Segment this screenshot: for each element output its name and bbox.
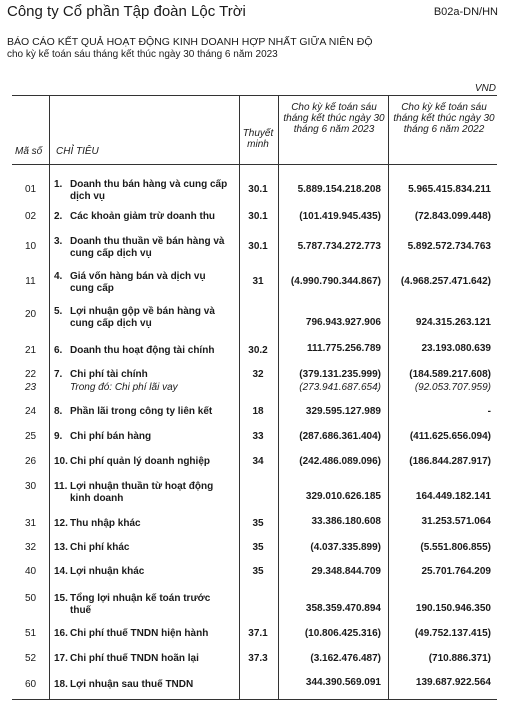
row-number: 16. (54, 628, 68, 639)
row-note: 18 (252, 406, 264, 417)
row-label: Doanh thu thuần về bán hàng và cung cấp dịch vụ (70, 236, 225, 259)
row-number: 13. (54, 542, 68, 553)
company-name: Công ty Cổ phần Tập đoàn Lộc Trời (7, 3, 246, 20)
row-value-2023: (10.806.425.316) (304, 628, 381, 639)
row-number: 8. (54, 406, 63, 417)
row-label: Chi phí tài chính (70, 369, 148, 380)
row-label: Lợi nhuận sau thuế TNDN (70, 679, 194, 690)
row-value-2023: (273.941.687.654) (299, 382, 381, 393)
row-label: Chi phí thuế TNDN hiện hành (70, 628, 209, 639)
row-number: 4. (54, 271, 63, 282)
row-item (54, 306, 234, 330)
row-code: 20 (24, 309, 37, 320)
row-value-2023: (4.990.790.344.867) (290, 276, 381, 287)
column-divider (49, 96, 50, 699)
row-value-2022: 25.701.764.209 (421, 566, 491, 577)
row-note: 35 (252, 542, 264, 553)
row-item (54, 211, 234, 223)
row-item (54, 179, 234, 203)
row-number: 5. (54, 306, 63, 317)
row-value-2023: (3.162.476.487) (310, 653, 381, 664)
row-value-2022: 190.150.946.350 (415, 603, 491, 614)
row-item (54, 431, 234, 443)
header-2023: Cho kỳ kế toán sáu tháng kết thúc ngày 30 tháng 6 năm 2023 (283, 102, 385, 135)
row-label: Chi phí khác (70, 542, 130, 553)
row-value-2023: 796.943.927.906 (305, 317, 381, 328)
row-number: 3. (54, 236, 63, 247)
row-number: 17. (54, 653, 68, 664)
row-number: 1. (54, 179, 63, 190)
row-item (54, 518, 234, 530)
row-label: Lợi nhuận gộp về bán hàng và cung cấp dịch vụ (70, 306, 215, 329)
row-note: 34 (252, 456, 264, 467)
row-value-2023: (242.486.089.096) (299, 456, 381, 467)
row-item (54, 369, 234, 381)
row-code: 21 (24, 345, 37, 356)
header-code: Mã số (15, 146, 43, 157)
row-number: 6. (54, 345, 63, 356)
row-label: Chi phí bán hàng (70, 431, 152, 442)
row-value-2022: 924.315.263.121 (415, 317, 491, 328)
row-item (54, 345, 234, 357)
row-value-2023: 5.889.154.218.208 (297, 184, 381, 195)
row-value-2022: (4.968.257.471.642) (400, 276, 491, 287)
row-code: 31 (24, 518, 37, 529)
row-value-2023: 344.390.569.091 (305, 677, 381, 688)
row-value-2023: 329.595.127.989 (305, 406, 381, 417)
row-note: 30.1 (248, 184, 268, 195)
row-code: 26 (24, 456, 37, 467)
row-value-2022: (72.843.099.448) (414, 211, 491, 222)
row-item (54, 566, 234, 578)
row-code: 32 (24, 542, 37, 553)
row-number: 12. (54, 518, 68, 529)
row-value-2023: 5.787.734.272.773 (297, 241, 381, 252)
report-subtitle: cho kỳ kế toán sáu tháng kết thúc ngày 30 tháng 6 năm 2023 (7, 49, 278, 60)
row-number: 18. (54, 679, 68, 690)
row-value-2023: 33.386.180.608 (311, 516, 381, 527)
row-item (54, 456, 234, 468)
row-value-2022: (5.551.806.855) (420, 542, 491, 553)
row-value-2022: (186.844.287.917) (409, 456, 491, 467)
row-value-2022: 23.193.080.639 (421, 343, 491, 354)
row-item (54, 236, 234, 260)
header-divider (12, 164, 497, 165)
row-code: 60 (24, 679, 37, 690)
row-label: Trong đó: Chi phí lãi vay (70, 382, 178, 393)
header-note: Thuyết minh (242, 128, 274, 150)
row-code: 01 (24, 184, 37, 195)
row-code: 40 (24, 566, 37, 577)
currency-label: VND (474, 83, 496, 94)
row-value-2023: (101.419.945.435) (299, 211, 381, 222)
row-item (54, 628, 234, 640)
row-label: Thu nhập khác (70, 518, 141, 529)
row-code: 50 (24, 593, 37, 604)
row-number: 15. (54, 593, 68, 604)
row-value-2023: (4.037.335.899) (310, 542, 381, 553)
row-number: 7. (54, 369, 63, 380)
row-label: Doanh thu hoạt động tài chính (70, 345, 215, 356)
row-note: 35 (252, 518, 264, 529)
row-value-2022: (184.589.217.608) (409, 369, 491, 380)
row-item (54, 481, 234, 505)
row-code: 51 (24, 628, 37, 639)
row-label: Phần lãi trong công ty liên kết (70, 406, 213, 417)
row-number: 14. (54, 566, 68, 577)
row-item (54, 593, 234, 617)
row-value-2023: 329.010.626.185 (305, 491, 381, 502)
row-item (54, 679, 234, 691)
header-item: CHỈ TIÊU (56, 146, 99, 157)
row-note: 33 (252, 431, 264, 442)
row-label: Doanh thu bán hàng và cung cấp dịch vụ (70, 179, 228, 202)
row-value-2022: 5.892.572.734.763 (407, 241, 491, 252)
row-number: 2. (54, 211, 63, 222)
income-statement-table (12, 95, 497, 700)
form-code: B02a-DN/HN (433, 6, 498, 18)
row-value-2022: 164.449.182.141 (415, 491, 491, 502)
row-value-2023: 358.359.470.894 (305, 603, 381, 614)
column-divider (278, 96, 279, 699)
row-value-2022: (49.752.137.415) (414, 628, 491, 639)
row-value-2022: 139.687.922.564 (415, 677, 491, 688)
row-value-2023: 29.348.844.709 (311, 566, 381, 577)
column-divider (388, 96, 389, 699)
row-item (54, 542, 234, 554)
row-label: Lợi nhuận thuần từ hoạt động kinh doanh (70, 481, 214, 504)
row-note: 30.2 (248, 345, 268, 356)
row-value-2022: 31.253.571.064 (421, 516, 491, 527)
row-item (54, 653, 234, 665)
row-value-2022: (710.886.371) (428, 653, 491, 664)
row-item (54, 406, 234, 418)
row-number: 11. (54, 481, 68, 492)
row-code: 25 (24, 431, 37, 442)
header-2022: Cho kỳ kế toán sáu tháng kết thúc ngày 30 tháng 6 năm 2022 (393, 102, 495, 135)
row-code: 10 (24, 241, 37, 252)
row-code: 30 (24, 481, 37, 492)
row-number: 9. (54, 431, 63, 442)
row-note: 37.3 (248, 653, 268, 664)
row-note: 37.1 (248, 628, 268, 639)
row-code: 22 (24, 369, 37, 380)
row-value-2023: (379.131.235.999) (299, 369, 381, 380)
row-value-2022: (411.625.656.094) (409, 431, 491, 442)
row-label: Các khoản giảm trừ doanh thu (70, 211, 216, 222)
row-value-2022: (92.053.707.959) (414, 382, 491, 393)
row-value-2023: (287.686.361.404) (299, 431, 381, 442)
report-title: BÁO CÁO KẾT QUẢ HOẠT ĐỘNG KINH DOANH HỢP NHẤT GIỮA NIÊN ĐỘ (7, 36, 373, 48)
row-code: 02 (24, 211, 37, 222)
row-label: Chi phí quản lý doanh nghiệp (70, 456, 210, 467)
row-label: Giá vốn hàng bán và dịch vụ cung cấp (70, 271, 206, 294)
row-note: 30.1 (248, 211, 268, 222)
row-note: 31 (252, 276, 264, 287)
row-label: Lợi nhuận khác (70, 566, 145, 577)
row-label: Chi phí thuế TNDN hoãn lại (70, 653, 199, 664)
row-value-2023: 111.775.256.789 (307, 343, 381, 354)
row-code: 52 (24, 653, 37, 664)
row-label: Tổng lợi nhuận kế toán trước thuế (70, 593, 211, 616)
row-value-2022: - (487, 406, 491, 417)
row-code: 11 (25, 276, 36, 287)
row-code: 24 (24, 406, 37, 417)
row-value-2022: 5.965.415.834.211 (408, 184, 491, 195)
row-code: 23 (24, 382, 37, 393)
row-note: 32 (252, 369, 264, 380)
row-number: 10. (54, 456, 68, 467)
row-note: 30.1 (248, 241, 268, 252)
row-note: 35 (252, 566, 264, 577)
row-item (54, 271, 234, 295)
